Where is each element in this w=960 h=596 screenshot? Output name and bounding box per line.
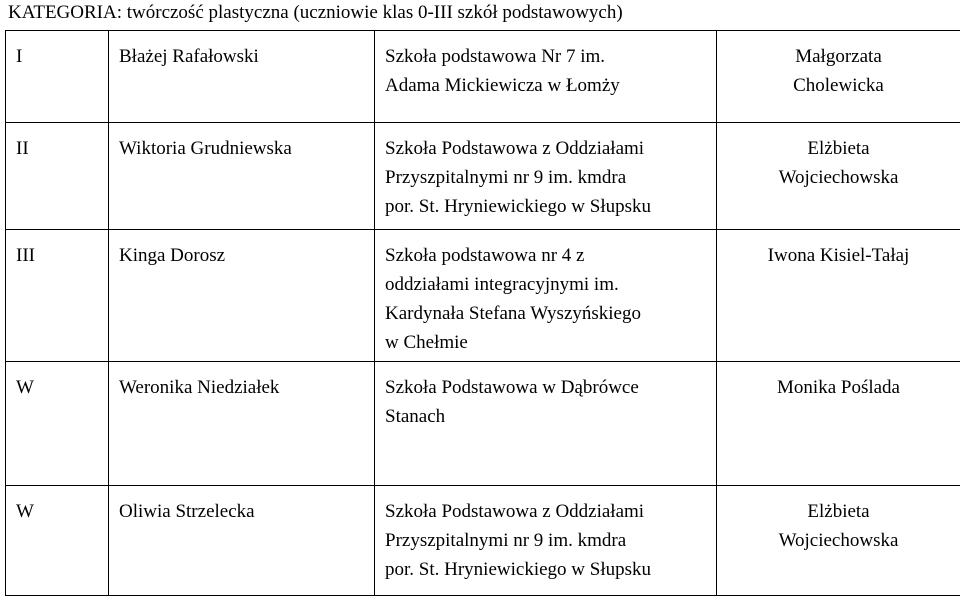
school-cell <box>375 362 717 486</box>
school-line: Przyszpitalnymi nr 9 im. kmdra <box>385 163 706 192</box>
school-cell <box>375 31 717 123</box>
table-row <box>6 362 960 486</box>
school-line: Adama Mickiewicza w Łomży <box>385 71 706 100</box>
teacher-line: Wojciechowska <box>727 163 950 192</box>
results-table <box>5 30 960 596</box>
school-line: por. St. Hryniewickiego w Słupsku <box>385 555 706 584</box>
school-line: Szkoła podstawowa Nr 7 im. <box>385 42 706 71</box>
teacher-cell <box>717 31 960 123</box>
teacher-line: Cholewicka <box>727 71 950 100</box>
teacher-line: Iwona Kisiel-Tałaj <box>727 241 950 270</box>
teacher-line: Małgorzata <box>727 42 950 71</box>
student-name-cell: Kinga Dorosz <box>109 230 375 362</box>
student-name-cell: Oliwia Strzelecka <box>109 486 375 596</box>
teacher-cell <box>717 486 960 596</box>
school-cell <box>375 486 717 596</box>
teacher-cell <box>717 230 960 362</box>
school-line: por. St. Hryniewickiego w Słupsku <box>385 192 706 221</box>
school-line: Przyszpitalnymi nr 9 im. kmdra <box>385 526 706 555</box>
student-name-cell: Weronika Niedziałek <box>109 362 375 486</box>
place-cell: II <box>6 123 109 230</box>
school-cell <box>375 123 717 230</box>
school-line: Szkoła podstawowa nr 4 z <box>385 241 706 270</box>
place-cell: III <box>6 230 109 362</box>
school-line: Szkoła Podstawowa z Oddziałami <box>385 134 706 163</box>
category-heading: KATEGORIA: twórczość plastyczna (uczniowie klas 0-III szkół podstawowych) <box>8 2 623 24</box>
table-row <box>6 486 960 596</box>
teacher-line: Elżbieta <box>727 497 950 526</box>
table-row <box>6 230 960 362</box>
teacher-cell <box>717 362 960 486</box>
school-line: Szkoła Podstawowa w Dąbrówce <box>385 373 706 402</box>
place-cell: W <box>6 362 109 486</box>
teacher-line: Elżbieta <box>727 134 950 163</box>
table-row <box>6 123 960 230</box>
teacher-cell <box>717 123 960 230</box>
school-line: w Chełmie <box>385 328 706 357</box>
school-line: oddziałami integracyjnymi im. <box>385 270 706 299</box>
place-cell: W <box>6 486 109 596</box>
student-name-cell: Wiktoria Grudniewska <box>109 123 375 230</box>
place-cell: I <box>6 31 109 123</box>
teacher-line: Monika Poślada <box>727 373 950 402</box>
school-line: Kardynała Stefana Wyszyńskiego <box>385 299 706 328</box>
school-line: Szkoła Podstawowa z Oddziałami <box>385 497 706 526</box>
school-line: Stanach <box>385 402 706 431</box>
student-name-cell: Błażej Rafałowski <box>109 31 375 123</box>
table-row <box>6 31 960 123</box>
school-cell <box>375 230 717 362</box>
teacher-line: Wojciechowska <box>727 526 950 555</box>
